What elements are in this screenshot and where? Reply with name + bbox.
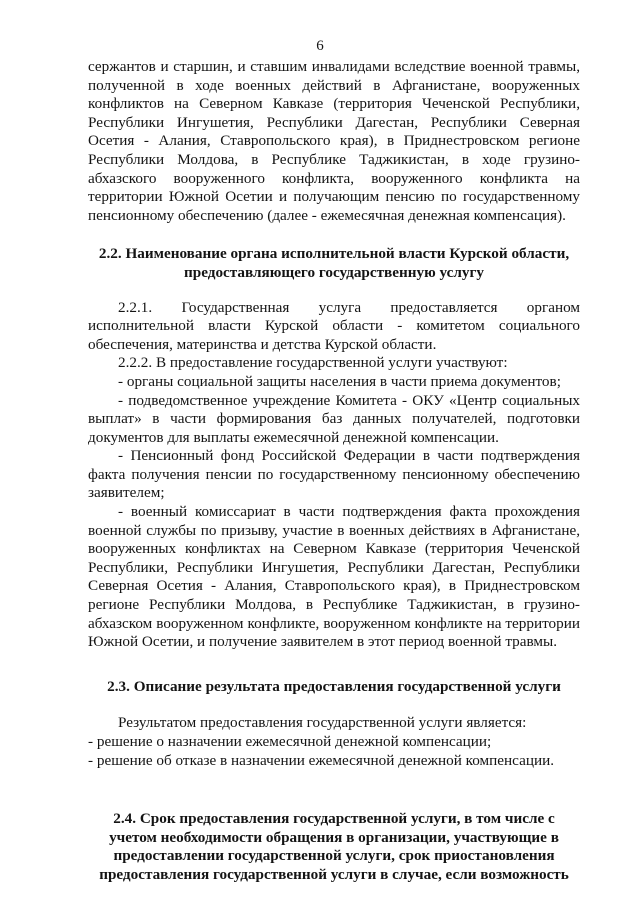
list-item: - подведомственное учреждение Комитета - ОКУ «Центр социальных выплат» в части формирования баз данных получателей, подготовки документов для выплаты ежемесячной денежной компенсации. (88, 391, 580, 446)
paragraph-2-3: Результатом предоставления государственной услуги является: (118, 714, 527, 732)
intro-paragraph: сержантов и старшин, и ставшим инвалидами вследствие военной травмы, полученной в ходе военных действий в Афганистане, вооруженных конфликтов на Северном Кавказе (территория Чеченской Республики, Республики Ингушетия, Республики Дагестан, Республики Северная Осетия - Алания, Ставропольского края), в Приднестровском регионе Республики Молдова, в Республике Таджикистан, в ходе грузино-абхазского вооруженного конфликта, вооруженного конфликта на территории Южной Осетии и получающим пенсию по государственному пенсионному обеспечению (далее - ежемесячная денежная компенсация). (88, 58, 580, 224)
list-item: - Пенсионный фонд Российской Федерации в части подтверждения факта получения пенсии по государственному пенсионному обеспечению заявителем; (88, 447, 580, 502)
paragraph-2-2-1: 2.2.1. Государственная услуга предоставляется органом исполнительной власти Курской области - комитетом социального обеспечения, материнства и детства Курской области. (88, 298, 580, 353)
list-item: - военный комиссариат в части подтверждения факта прохождения военной службы по призыву, участие в военных действиях в Афганистане, вооруженных конфликтах на Северном Кавказе (территория Чеченской Республики, Республики Ингушетия, Республики Дагестан, Республики Северная Осетия - Алания, Ставропольского края), в Приднестровском регионе Республики Молдова, в Республике Таджикистан, в грузино-абхазском вооруженном конфликте, вооруженном конфликте на территории Южной Осетии, и получение заявителем в этот период военной травмы. (88, 503, 580, 651)
list-item: - решение об отказе в назначении ежемесячной денежной компенсации. (88, 751, 555, 769)
list-item: - органы социальной защиты населения в части приема документов; (118, 372, 561, 390)
page-number: 6 (316, 38, 324, 54)
heading-2-4: 2.4. Срок предоставления государственной услуги, в том числе с учетом необходимости обращения в организации, участвующие в предоставлении государственной услуги, срок приостановления предоставления государственной услуги в случае, если возможность (99, 810, 569, 883)
heading-2-2: 2.2. Наименование органа исполнительной власти Курской области, предоставляющего государственную услугу (98, 245, 570, 281)
list-item: - решение о назначении ежемесячной денежной компенсации; (88, 733, 492, 750)
heading-2-3: 2.3. Описание результата предоставления государственной услуги (107, 677, 561, 695)
paragraph-2-2-2: 2.2.2. В предоставление государственной услуги участвуют: (118, 354, 508, 372)
document-body (88, 58, 580, 885)
